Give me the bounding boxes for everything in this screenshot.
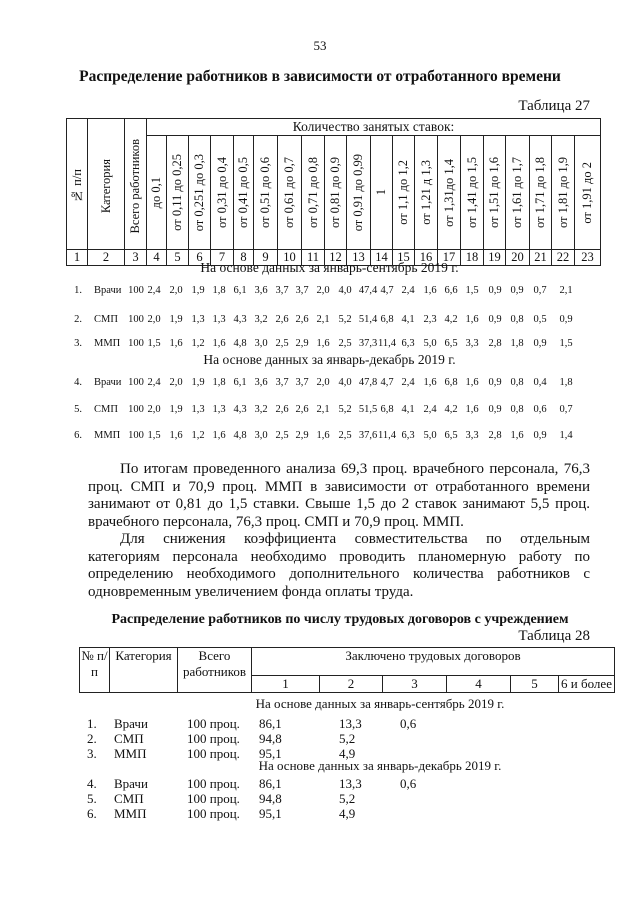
t28-cell: 3.	[87, 746, 97, 761]
t27-cell: 1,3	[191, 314, 205, 325]
t27-col-number: 8	[234, 250, 254, 266]
t27-range-label-wrap	[484, 136, 505, 249]
t28-cell: 100 проц.	[187, 746, 240, 761]
t27-col-total-header: Всего работников	[125, 119, 147, 250]
t27-range-label-wrap	[147, 136, 166, 249]
t28-cell: 0,6	[400, 776, 417, 791]
t27-cell: 4,0	[338, 377, 352, 388]
t27-range-label-wrap	[393, 136, 414, 249]
t28-cell: 6.	[87, 806, 97, 821]
t27-col-number: 20	[506, 250, 530, 266]
t27-cell: 4,3	[233, 314, 247, 325]
t27-cell: 6,6	[444, 285, 458, 296]
t27-cell: 2,0	[316, 377, 330, 388]
t27-range-header	[325, 136, 347, 250]
t27-cell: Врачи	[94, 377, 122, 388]
t28-cell: 5,2	[339, 731, 356, 746]
table28-label: Таблица 28	[518, 628, 590, 644]
t27-range-header	[371, 136, 393, 250]
t27-cell: 0,5	[533, 314, 547, 325]
t27-cell: 1,8	[510, 338, 524, 349]
t27-cell: 6,8	[380, 404, 394, 415]
t27-cell: 5,2	[338, 404, 352, 415]
t27-cell: 1,6	[169, 338, 183, 349]
page-number: 53	[313, 38, 327, 53]
t27-range-header	[438, 136, 461, 250]
t27-cell: 6.	[74, 430, 82, 441]
t28-cell: 95,1	[259, 806, 282, 821]
t27-cell: 5,0	[423, 430, 437, 441]
t27-cell: 2,4	[147, 377, 161, 388]
t27-cell: 1,6	[465, 314, 479, 325]
t28-cell: 94,8	[259, 731, 282, 746]
t28-col-num-header: № п/п	[80, 648, 110, 693]
t28-data-row	[79, 716, 559, 732]
t27-cell: 1,9	[169, 404, 183, 415]
t27-col-number: 16	[415, 250, 438, 266]
t27-cell: 2,1	[559, 285, 573, 296]
t27-col-number: 14	[371, 250, 393, 266]
t27-range-header	[415, 136, 438, 250]
t27-range-label: от 1,81 до 1,9	[555, 156, 570, 229]
t27-cell: 2,4	[147, 285, 161, 296]
t27-cell: 37,3	[358, 338, 378, 349]
t27-cell: 0,8	[510, 377, 524, 388]
t28-section-title: На основе данных за январь-сентябрь 2019 г.	[255, 696, 505, 711]
t27-col-number: 19	[484, 250, 506, 266]
t27-cell: 0,6	[533, 404, 547, 415]
table27-heading: Распределение работников в зависимости от отработанного времени	[79, 68, 561, 85]
t28-cell: 13,3	[339, 716, 362, 731]
t28-cell: СМП	[114, 731, 144, 746]
t27-range-label: от 0,81 до 0,9	[328, 156, 342, 229]
paragraph-text: Для снижения коэффициента совместительства по отдельным категориям персонала необходимо проводить планомерную работу по определению необходимого дополнительного количества работников с одновременным увеличением фонда оплаты труда.	[88, 531, 590, 600]
t28-col-total-header: Всего работников	[178, 648, 252, 693]
t27-cell: 47,8	[358, 377, 378, 388]
t28-cell: 100 проц.	[187, 731, 240, 746]
t27-data-row	[60, 338, 600, 352]
t27-cell: 100	[128, 338, 144, 349]
t27-cell: 47,4	[358, 285, 378, 296]
t27-cell: 1,8	[212, 285, 226, 296]
t27-cell: 0,9	[510, 285, 524, 296]
t27-cell: 2,0	[316, 285, 330, 296]
t27-cell: 100	[128, 314, 144, 325]
t28-data-row	[79, 806, 559, 822]
t27-range-header	[211, 136, 234, 250]
t27-range-label-wrap	[415, 136, 437, 249]
t27-cell: 0,9	[533, 430, 547, 441]
table27-label: Таблица 27	[518, 98, 590, 114]
t27-cell: 3,7	[275, 285, 289, 296]
t27-range-label-wrap	[167, 136, 188, 249]
t27-range-header	[506, 136, 530, 250]
t27-range-header	[484, 136, 506, 250]
t27-range-header	[575, 136, 601, 250]
t27-cell: СМП	[94, 314, 118, 325]
t27-cell: 0,7	[533, 285, 547, 296]
t27-col-number: 15	[393, 250, 415, 266]
t28-section-title: На основе данных за январь-декабрь 2019 г.	[258, 758, 502, 773]
t27-cell: 4,1	[401, 314, 415, 325]
t27-col-number: 12	[325, 250, 347, 266]
t27-cell: 4,7	[380, 285, 394, 296]
t27-cell: 1,3	[191, 404, 205, 415]
t28-cell: 100 проц.	[187, 716, 240, 731]
t27-cell: 2,5	[338, 430, 352, 441]
t27-cell: 0,9	[488, 285, 502, 296]
t27-col-number: 5	[167, 250, 189, 266]
t27-cell: 5.	[74, 404, 82, 415]
t27-range-header	[234, 136, 254, 250]
t27-col-number: 22	[552, 250, 575, 266]
t27-cell: 1,8	[212, 377, 226, 388]
t27-cell: 4.	[74, 377, 82, 388]
t28-cell: 100 проц.	[187, 806, 240, 821]
t27-cell: 6,5	[444, 338, 458, 349]
t27-col-num-header: № п/п	[67, 119, 88, 250]
t27-cell: 3,6	[254, 377, 268, 388]
t28-subcol-header: 3	[383, 676, 447, 693]
t27-cell: 1,6	[423, 377, 437, 388]
t27-range-label: от 0,61 до 0,7	[282, 156, 296, 229]
t27-cell: 3,6	[254, 285, 268, 296]
t27-cell: 100	[128, 285, 144, 296]
t27-range-label-wrap	[347, 136, 370, 249]
table27-header	[66, 118, 601, 266]
t27-cell: ММП	[94, 338, 121, 349]
t27-cell: 1.	[74, 285, 82, 296]
t27-cell: 4,7	[380, 377, 394, 388]
t27-col-number: 9	[254, 250, 278, 266]
t27-cell: 1,6	[423, 285, 437, 296]
t27-cell: 2,6	[275, 404, 289, 415]
t27-col-number: 21	[530, 250, 552, 266]
t27-cell: 0,4	[533, 377, 547, 388]
t27-col-number: 7	[211, 250, 234, 266]
t27-range-header	[278, 136, 302, 250]
t27-data-row	[60, 285, 600, 299]
t27-group-header: Количество занятых ставок:	[147, 119, 601, 136]
t27-cell: 4,1	[401, 404, 415, 415]
paragraph	[88, 461, 590, 531]
t27-cell: 4,8	[233, 430, 247, 441]
t27-range-label: от 0,41 до 0,5	[236, 156, 250, 229]
t27-cell: 100	[128, 377, 144, 388]
t28-cell: 13,3	[339, 776, 362, 791]
t27-range-header	[347, 136, 371, 250]
t27-range-header	[147, 136, 167, 250]
t27-cell: 3,2	[254, 404, 268, 415]
t27-cell: 6,5	[444, 430, 458, 441]
t27-cell: 0,8	[510, 404, 524, 415]
t28-subcol-header: 1	[252, 676, 320, 693]
t27-cell: 3.	[74, 338, 82, 349]
t27-range-label-wrap	[506, 136, 529, 249]
t27-cell: 4,8	[233, 338, 247, 349]
t27-cell: 2,6	[295, 314, 309, 325]
t27-cell: 4,2	[444, 404, 458, 415]
t27-data-row	[60, 430, 600, 444]
t27-col-number: 11	[302, 250, 325, 266]
t27-range-label-wrap	[552, 136, 574, 249]
t27-col-number: 18	[461, 250, 484, 266]
t27-data-row	[60, 404, 600, 418]
t27-range-label: от 1,51 до 1,6	[487, 156, 501, 229]
t28-cell: Врачи	[114, 776, 148, 791]
t27-range-label: до 0,1	[149, 176, 163, 209]
t28-data-row	[79, 791, 559, 807]
t27-range-label-wrap	[211, 136, 233, 249]
t27-range-header	[189, 136, 211, 250]
t27-cell: 1,6	[465, 377, 479, 388]
t27-cell: 1,4	[559, 430, 573, 441]
t27-col-number: 23	[575, 250, 601, 266]
t27-range-label: от 1,41 до 1,5	[464, 156, 479, 229]
t27-range-header	[393, 136, 415, 250]
t27-cell: 2,3	[423, 314, 437, 325]
t28-cell: 1.	[87, 716, 97, 731]
t27-cell: 3,7	[295, 377, 309, 388]
t27-cell: 0,7	[559, 404, 573, 415]
t27-cell: 2,1	[316, 404, 330, 415]
t27-cell: 6,8	[380, 314, 394, 325]
t27-range-label: от 1,91 до 2	[580, 161, 594, 224]
t27-range-label-wrap	[461, 136, 483, 249]
t27-cell: 1,6	[465, 404, 479, 415]
t28-data-row	[79, 731, 559, 747]
t27-cell: ММП	[94, 430, 121, 441]
t27-cell: 4,2	[444, 314, 458, 325]
t28-group-header: Заключено трудовых договоров	[252, 648, 615, 676]
t27-range-header	[302, 136, 325, 250]
t28-cell: СМП	[114, 791, 144, 806]
t27-col-number: 3	[125, 250, 147, 266]
t27-col-number: 13	[347, 250, 371, 266]
t27-cell: 1,6	[316, 430, 330, 441]
t27-cell: 37,6	[358, 430, 378, 441]
t28-cell: 100 проц.	[187, 791, 240, 806]
t27-cell: 0,9	[559, 314, 573, 325]
t28-cell: Врачи	[114, 716, 148, 731]
t28-cell: ММП	[114, 746, 147, 761]
t27-cell: 3,2	[254, 314, 268, 325]
t27-range-label-wrap	[234, 136, 253, 249]
t27-range-label-wrap	[278, 136, 301, 249]
t27-cell: 5,2	[338, 314, 352, 325]
t27-range-header	[530, 136, 552, 250]
t27-cell: 11,4	[378, 338, 396, 349]
t27-data-row	[60, 314, 600, 328]
t28-cell: 4,9	[339, 746, 356, 761]
t27-range-label: от 1,1 до 1,2	[396, 160, 410, 225]
t27-cell: 1,3	[212, 314, 226, 325]
t27-col-number: 1	[67, 250, 88, 266]
t27-cell: 3,0	[254, 338, 268, 349]
t27-col-number: 4	[147, 250, 167, 266]
t27-cell: 6,3	[401, 430, 415, 441]
t28-cell: 5,2	[339, 791, 356, 806]
t27-cell: 2,4	[401, 285, 415, 296]
t28-cell: 4.	[87, 776, 97, 791]
t27-section-title: На основе данных за январь-сентябрь 2019 г.	[200, 260, 459, 275]
t27-cell: 1,6	[169, 430, 183, 441]
t27-cell: 1,6	[212, 430, 226, 441]
t27-range-label: 1	[374, 189, 388, 196]
t27-cell: 6,1	[233, 285, 247, 296]
t28-subcol-header: 4	[447, 676, 511, 693]
t27-cell: 0,9	[488, 404, 502, 415]
t28-data-row	[79, 776, 559, 792]
t27-cell: 1,2	[191, 430, 205, 441]
t27-range-label: от 1,61 до 1,7	[510, 156, 524, 229]
t27-cell: 1,9	[191, 377, 205, 388]
t27-cell: 2.	[74, 314, 82, 325]
t27-section-title: На основе данных за январь-декабрь 2019 г.	[203, 352, 456, 367]
t27-col-number: 2	[88, 250, 125, 266]
t27-range-label: от 0,11 до 0,25	[170, 154, 184, 231]
t27-cell: 2,6	[275, 314, 289, 325]
t28-cell: 86,1	[259, 776, 282, 791]
t28-cell: ММП	[114, 806, 147, 821]
t27-cell: 2,0	[147, 314, 161, 325]
t27-range-label-wrap	[438, 136, 460, 249]
t27-cell: 6,8	[444, 377, 458, 388]
t27-cell: 2,9	[295, 430, 309, 441]
t27-cell: 2,1	[316, 314, 330, 325]
t27-cell: 1,8	[559, 377, 573, 388]
table28-header	[79, 647, 615, 693]
t28-cell: 100 проц.	[187, 776, 240, 791]
t27-cell: 4,0	[338, 285, 352, 296]
t27-data-row	[60, 377, 600, 391]
t27-cell: 2,0	[169, 377, 183, 388]
t27-cell: 2,8	[488, 430, 502, 441]
t27-cell: 2,8	[488, 338, 502, 349]
t27-cell: 3,7	[295, 285, 309, 296]
t27-cell: 2,5	[275, 338, 289, 349]
t28-cell: 95,1	[259, 746, 282, 761]
t27-cell: СМП	[94, 404, 118, 415]
t27-range-label-wrap	[530, 136, 551, 249]
t27-cell: 0,9	[488, 377, 502, 388]
t27-cell: 1,6	[316, 338, 330, 349]
t27-cell: 1,6	[510, 430, 524, 441]
t27-col-number: 6	[189, 250, 211, 266]
t28-subcol-header: 2	[320, 676, 383, 693]
t27-cell: 2,6	[295, 404, 309, 415]
t27-cell: 1,5	[559, 338, 573, 349]
t27-range-header	[552, 136, 575, 250]
t28-cell: 86,1	[259, 716, 282, 731]
t27-cell: Врачи	[94, 285, 122, 296]
table28-heading: Распределение работников по числу трудовых договоров с учреждением	[111, 612, 569, 627]
t27-cell: 1,5	[147, 338, 161, 349]
t27-range-label-wrap	[325, 136, 346, 249]
t27-cell: 6,3	[401, 338, 415, 349]
t27-range-label: от 1,71 до 1,8	[533, 156, 547, 229]
t27-cell: 5,0	[423, 338, 437, 349]
t28-cell: 94,8	[259, 791, 282, 806]
t27-col-number: 17	[438, 250, 461, 266]
t27-range-label: от 1,21 д 1,3	[418, 160, 433, 225]
t27-range-label: от 0,31 до 0,4	[214, 156, 229, 229]
t27-cell: 51,5	[358, 404, 378, 415]
t27-cell: 1,5	[147, 430, 161, 441]
t27-range-label: от 1,31до 1,4	[441, 158, 456, 227]
t27-cell: 51,4	[358, 314, 378, 325]
t27-cell: 0,9	[533, 338, 547, 349]
t27-range-label: от 0,91 до 0,99	[351, 153, 365, 232]
t27-cell: 3,7	[275, 377, 289, 388]
t27-cell: 2,5	[338, 338, 352, 349]
t27-cell: 3,3	[465, 430, 479, 441]
t28-cell: 4,9	[339, 806, 356, 821]
t27-range-label: от 0,51 до 0,6	[258, 156, 272, 229]
t28-subcol-header: 6 и более	[559, 676, 615, 693]
t27-cell: 2,5	[275, 430, 289, 441]
t27-cell: 11,4	[378, 430, 396, 441]
t27-cell: 0,8	[510, 314, 524, 325]
t28-subcol-header: 5	[511, 676, 559, 693]
t27-cell: 1,5	[465, 285, 479, 296]
t27-range-header	[254, 136, 278, 250]
t27-col-number: 10	[278, 250, 302, 266]
t27-cell: 6,1	[233, 377, 247, 388]
t27-range-header	[167, 136, 189, 250]
t28-cell: 2.	[87, 731, 97, 746]
t27-cell: 1,9	[169, 314, 183, 325]
t27-cell: 1,9	[191, 285, 205, 296]
t28-cell: 0,6	[400, 716, 417, 731]
t27-range-header	[461, 136, 484, 250]
t28-cell: 5.	[87, 791, 97, 806]
t27-cell: 2,0	[169, 285, 183, 296]
t27-range-label-wrap	[302, 136, 324, 249]
t27-range-label-wrap	[371, 136, 392, 249]
t27-cell: 3,3	[465, 338, 479, 349]
t27-cell: 0,9	[488, 314, 502, 325]
t27-range-label-wrap	[575, 136, 600, 249]
t27-range-label-wrap	[189, 136, 210, 249]
t27-cell: 100	[128, 404, 144, 415]
paragraph	[88, 531, 590, 601]
t27-cell: 1,3	[212, 404, 226, 415]
t27-cell: 2,9	[295, 338, 309, 349]
t28-col-category-header: Категория	[110, 648, 178, 693]
t27-range-label: от 0,251 до 0,3	[192, 153, 206, 232]
t27-cell: 100	[128, 430, 144, 441]
t27-cell: 2,4	[423, 404, 437, 415]
t27-cell: 2,4	[401, 377, 415, 388]
t27-cell: 1,6	[212, 338, 226, 349]
t27-cell: 3,0	[254, 430, 268, 441]
t27-range-label-wrap	[254, 136, 277, 249]
t27-cell: 1,2	[191, 338, 205, 349]
t27-cell: 4,3	[233, 404, 247, 415]
t27-col-category-header: Категория	[88, 119, 125, 250]
t27-range-label: от 0,71 до 0,8	[305, 156, 320, 229]
paragraph-text: По итогам проведенного анализа 69,3 проц. врачебного персонала, 76,3 проц. СМП и 70,9 проц. ММП в зависимости от отработанного времени занимают от 0,81 до 1,5 ставки. Свыше 1,5 до 2 ставок занимают 5,5 проц. врачебного персонала, 76,3 проц. СМП и 70,9 проц. ММП.	[88, 461, 590, 530]
t27-cell: 2,0	[147, 404, 161, 415]
